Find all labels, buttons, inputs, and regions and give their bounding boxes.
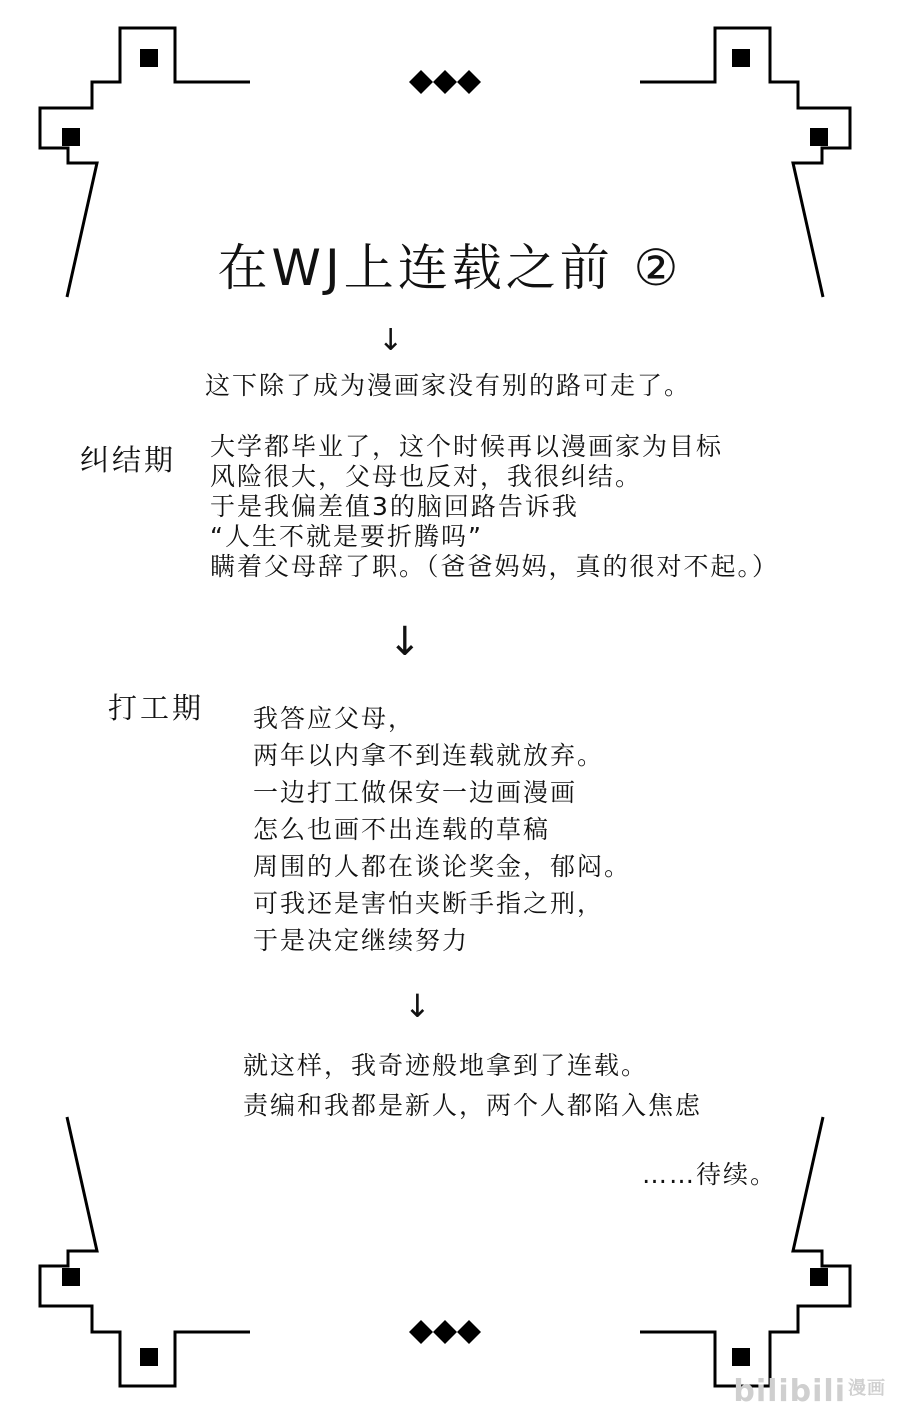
down-arrow-icon: ↓ xyxy=(404,987,431,1025)
text-line: 于是我偏差值3的脑回路告诉我 xyxy=(210,492,579,521)
diamond-ornament xyxy=(409,1320,433,1344)
watermark-main: bilibili xyxy=(733,1374,846,1409)
diamond-ornament xyxy=(457,70,481,94)
diamond-ornament xyxy=(457,1320,481,1344)
diamond-ornament xyxy=(409,70,433,94)
text-line: 责编和我都是新人，两个人都陷入焦虑 xyxy=(243,1091,703,1120)
phase-parttime-text xyxy=(253,700,631,959)
down-arrow-icon: ↓ xyxy=(378,323,404,358)
text-line: 怎么也画不出连载的草稿 xyxy=(253,815,551,844)
text-line: “人生不就是要折腾吗” xyxy=(210,522,483,551)
diamond-ornament xyxy=(433,1320,457,1344)
page-title: 在WJ上连载之前 ② xyxy=(217,239,683,297)
text-line: 一边打工做保安一边画漫画 xyxy=(253,778,578,807)
frame-square xyxy=(810,128,828,146)
phase-label-parttime: 打工期 xyxy=(108,691,205,725)
phase-struggle-text xyxy=(210,432,779,582)
frame-square xyxy=(62,128,80,146)
intro-line: 这下除了成为漫画家没有别的路可走了。 xyxy=(205,371,692,400)
text-line: 可我还是害怕夹断手指之刑， xyxy=(253,889,605,918)
to-be-continued: ……待续。 xyxy=(642,1160,778,1189)
down-arrow-icon: ↓ xyxy=(388,619,422,665)
frame-square xyxy=(140,1348,158,1366)
frame-square xyxy=(140,49,158,67)
intro-text xyxy=(205,366,691,402)
phase-label-struggle: 纠结期 xyxy=(80,443,177,477)
text-line: 于是决定继续努力 xyxy=(253,926,470,955)
text-line: 我答应父母， xyxy=(253,704,416,733)
frame-square xyxy=(732,1348,750,1366)
text-line: 瞒着父母辞了职。（爸爸妈妈，真的很对不起。） xyxy=(210,552,780,581)
frame-square xyxy=(62,1268,80,1286)
diamond-ornament xyxy=(433,70,457,94)
text-line: 周围的人都在谈论奖金，郁闷。 xyxy=(253,852,632,881)
bilibili-watermark-logo xyxy=(733,1374,886,1409)
frame-square xyxy=(732,49,750,67)
text-line: 就这样，我奇迹般地拿到了连载。 xyxy=(243,1051,649,1080)
text-line: 大学都毕业了，这个时候再以漫画家为目标 xyxy=(210,432,724,461)
text-line: 风险很大，父母也反对，我很纠结。 xyxy=(210,462,643,491)
frame-square xyxy=(810,1268,828,1286)
text-line: 两年以内拿不到连载就放弃。 xyxy=(253,741,605,770)
watermark-sub: 漫画 xyxy=(848,1378,886,1399)
ending-text xyxy=(243,1046,702,1126)
frame-corner-bottom-left xyxy=(40,1117,250,1386)
